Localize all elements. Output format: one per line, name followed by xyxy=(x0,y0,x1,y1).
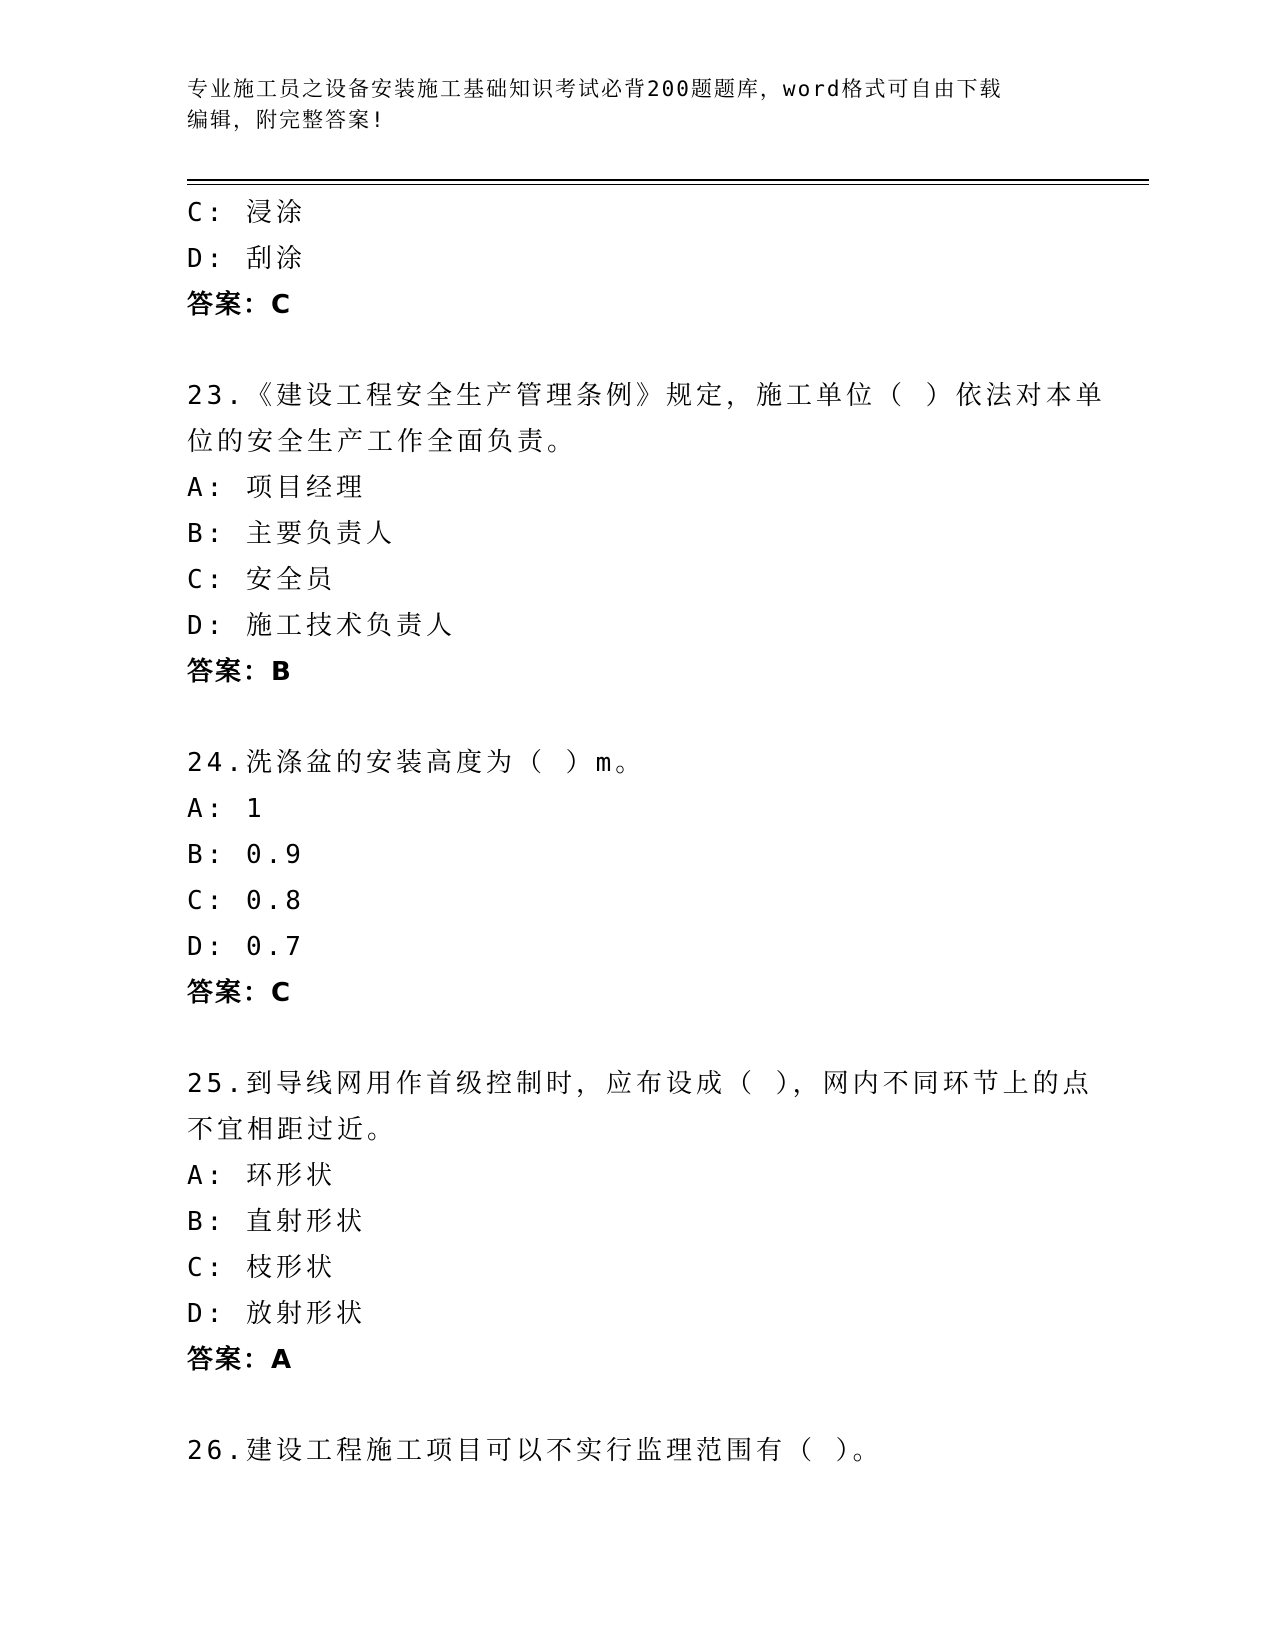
block-spacer xyxy=(187,1383,1087,1428)
answer-label: 答案：C xyxy=(187,290,293,320)
option-c: C: 0.8 xyxy=(187,886,305,916)
question-text: 26.建设工程施工项目可以不实行监理范围有（ ）。 xyxy=(187,1436,883,1466)
question-block xyxy=(187,1061,1093,1383)
answer-label: 答案：B xyxy=(187,657,293,687)
option-b: B: 直射形状 xyxy=(187,1207,366,1237)
option-a: A: 项目经理 xyxy=(187,473,366,503)
option-d: D: 放射形状 xyxy=(187,1299,366,1329)
option-c: C: 浸涂 xyxy=(187,198,306,228)
question-list xyxy=(187,190,1106,1474)
question-block xyxy=(187,1428,1087,1474)
question-block xyxy=(187,373,1106,695)
option-a: A: 1 xyxy=(187,794,266,824)
question-text: 25.到导线网用作首级控制时，应布设成（ ），网内不同环节上的点 xyxy=(187,1069,1093,1099)
question-text-continued: 位的安全生产工作全面负责。 xyxy=(187,427,578,457)
option-b: B: 主要负责人 xyxy=(187,519,396,549)
header-line-2: 编辑，附完整答案! xyxy=(187,108,386,132)
option-a: A: 环形状 xyxy=(187,1161,336,1191)
option-b: B: 0.9 xyxy=(187,840,305,870)
option-c: C: 安全员 xyxy=(187,565,336,595)
question-text: 24.洗涤盆的安装高度为（ ）m。 xyxy=(187,748,646,778)
question-block xyxy=(187,740,1087,1016)
block-spacer xyxy=(187,1016,1087,1061)
header-line-1: 专业施工员之设备安装施工基础知识考试必背200题题库，word格式可自由下载 xyxy=(187,77,1003,101)
option-d: D: 0.7 xyxy=(187,932,305,962)
block-spacer xyxy=(187,695,1087,740)
option-c: C: 枝形状 xyxy=(187,1253,336,1283)
document-header xyxy=(187,74,1087,136)
option-d: D: 施工技术负责人 xyxy=(187,611,456,641)
answer-label: 答案：C xyxy=(187,978,293,1008)
option-d: D: 刮涂 xyxy=(187,244,306,274)
question-text-continued: 不宜相距过近。 xyxy=(187,1115,398,1145)
header-divider-thick xyxy=(187,179,1149,181)
question-block xyxy=(187,190,1087,328)
question-text: 23.《建设工程安全生产管理条例》规定，施工单位（ ）依法对本单 xyxy=(187,381,1106,411)
header-divider-thin xyxy=(187,184,1149,185)
answer-label: 答案：A xyxy=(187,1345,294,1375)
block-spacer xyxy=(187,328,1087,373)
